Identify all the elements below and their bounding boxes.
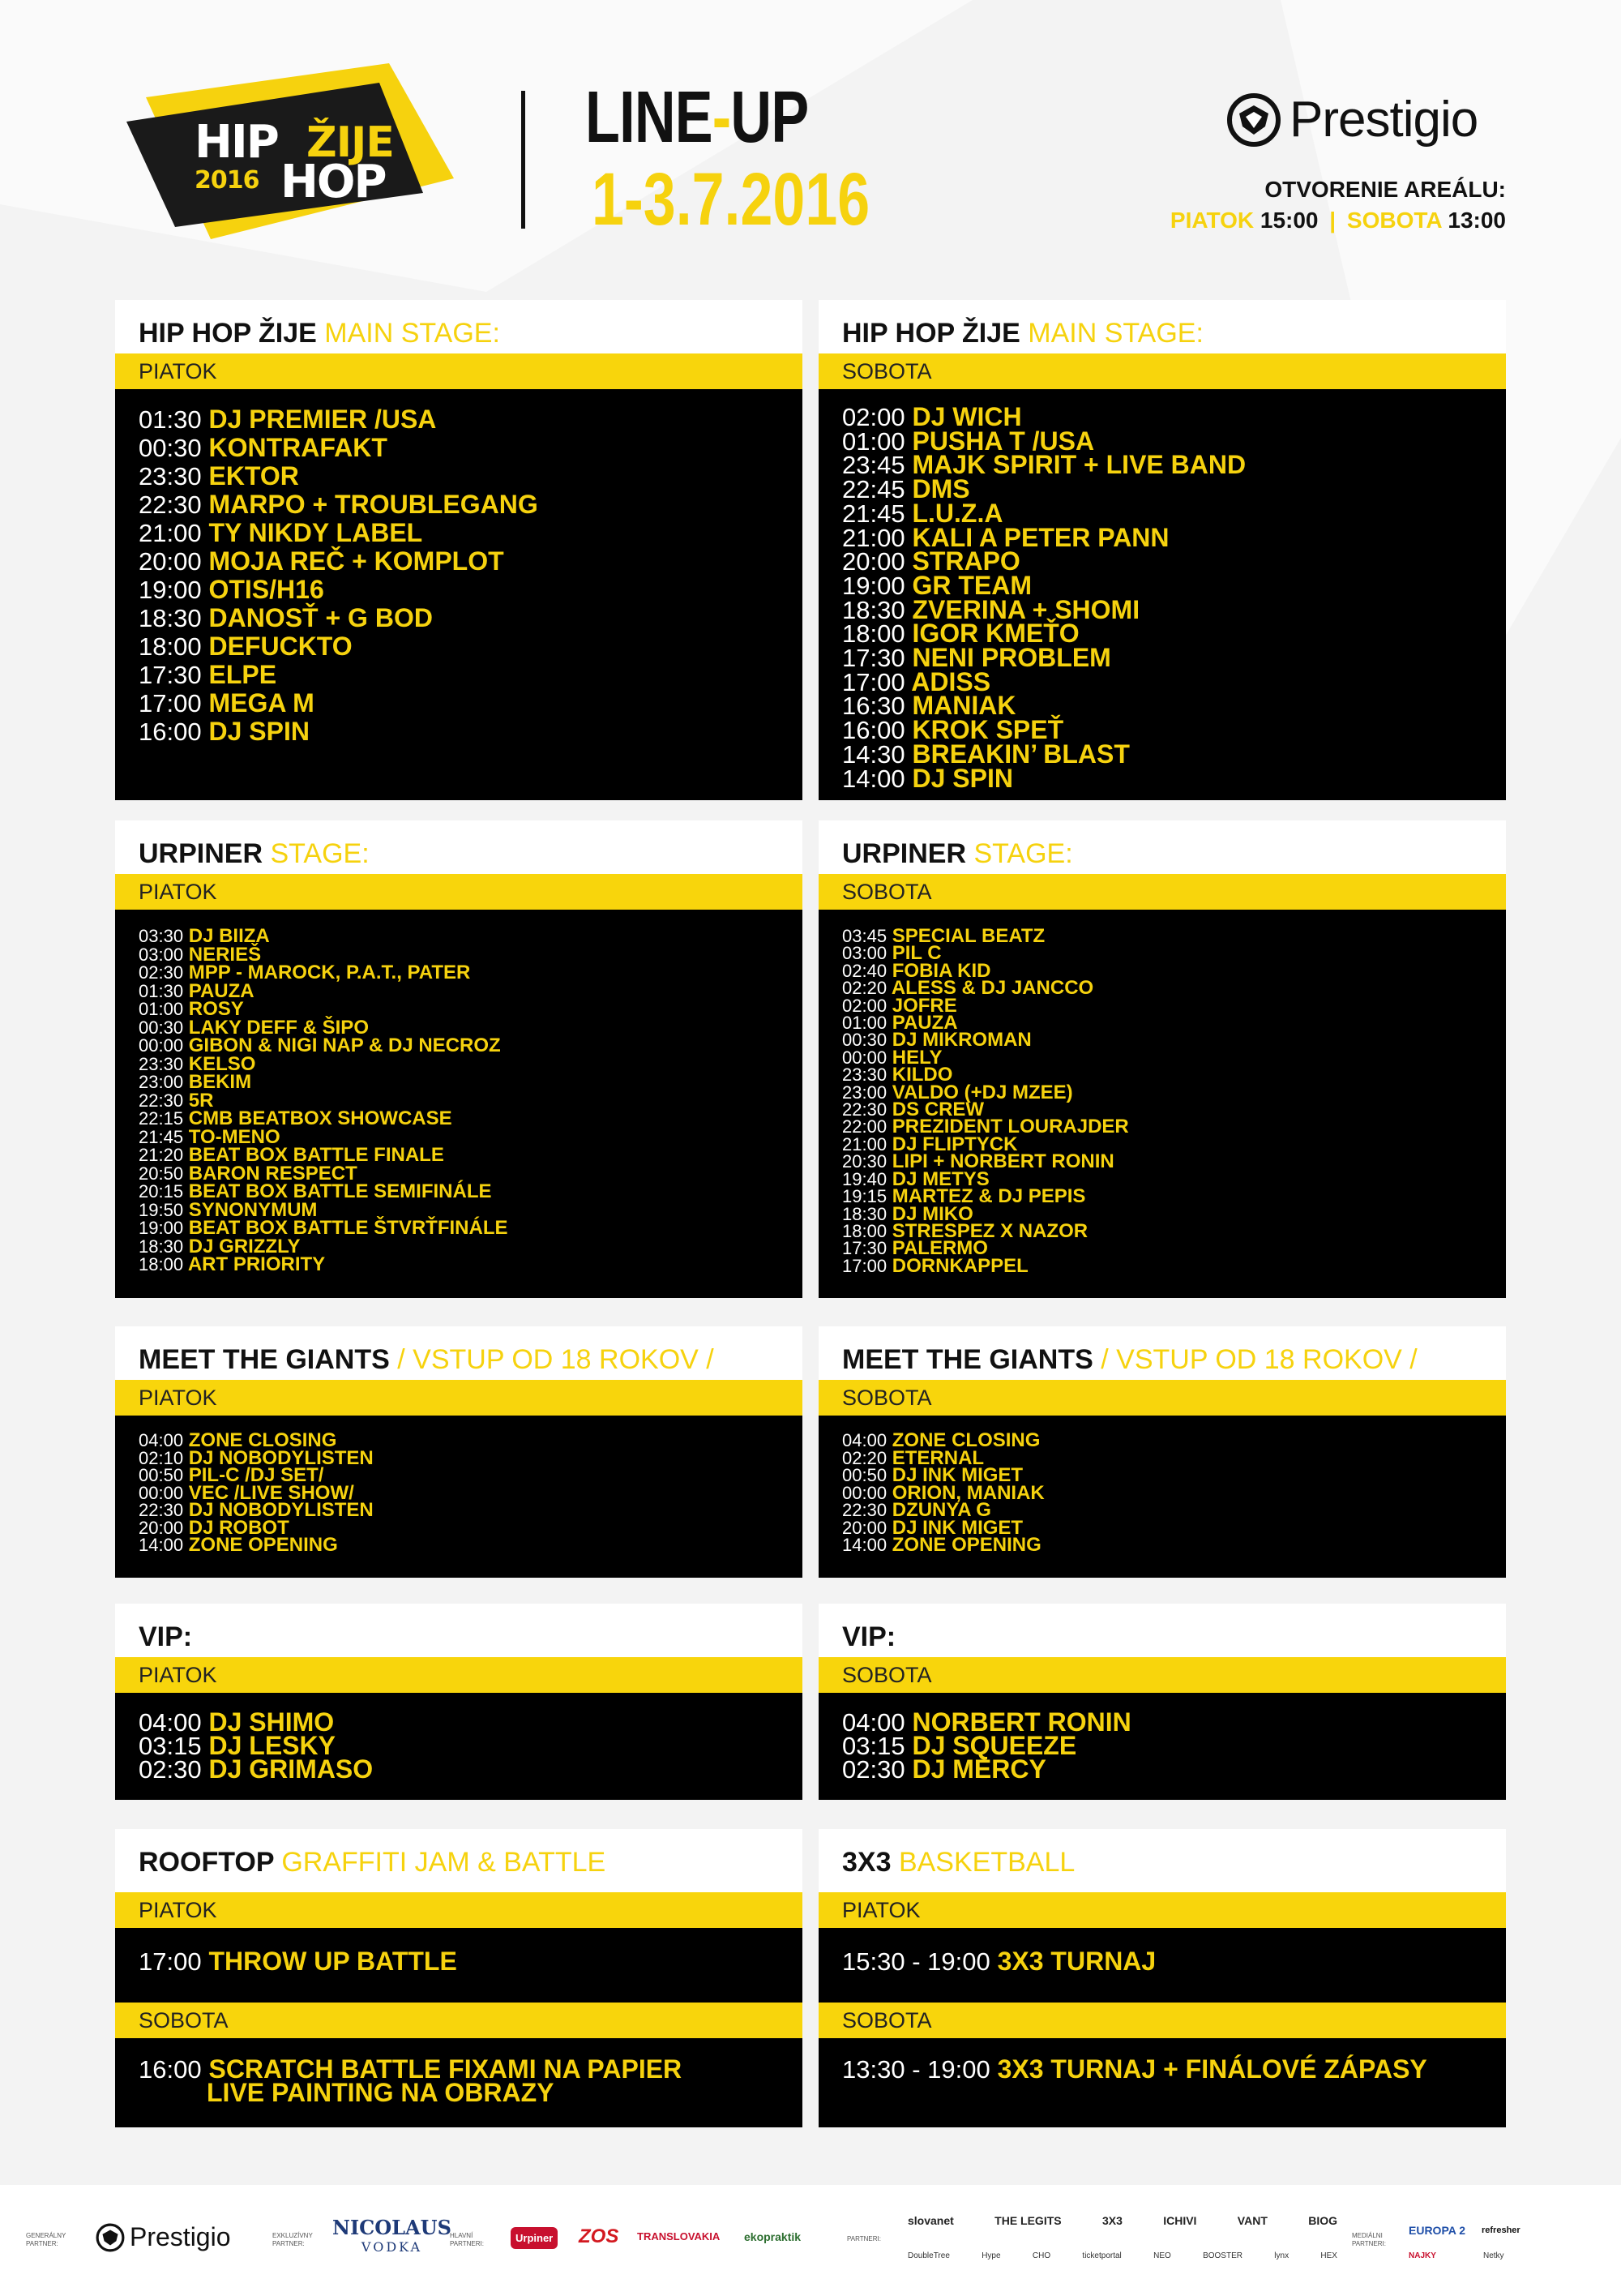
lineup-row: 16:00 DJ SPIN	[139, 717, 310, 746]
lineup-row: 19:50 SYNONYMUM	[139, 1198, 318, 1221]
vip-friday-panel	[115, 1604, 802, 1800]
day-label: SOBOTA	[819, 1657, 1506, 1693]
lineup-row: 00:00 VEC /LIVE SHOW/	[139, 1481, 354, 1504]
lineup-row: 20:00 DJ ROBOT	[139, 1516, 289, 1539]
partner-logo: NAJKY	[1409, 2251, 1436, 2260]
partner-logo: Hype	[982, 2251, 1001, 2260]
partner-logo: Netky	[1483, 2251, 1504, 2260]
lineup-row: 18:30 DANOSŤ + G BOD	[139, 603, 433, 632]
lineup-row: 23:30 EKTOR	[139, 461, 299, 490]
lineup-row: 18:30 DJ GRIZZLY	[139, 1235, 301, 1257]
day-label: SOBOTA	[819, 1380, 1506, 1416]
sponsor-category-label: EXKLUZÍVNY PARTNER:	[272, 2232, 313, 2247]
lineup-row: 03:00 PIL C	[842, 942, 942, 965]
lineup-row: 02:00 DJ WICH	[842, 402, 1022, 431]
partner-logos-row	[908, 2214, 1337, 2227]
lineup-list	[819, 389, 1506, 800]
partner-logo: lynx	[1274, 2251, 1290, 2260]
lineup-list	[115, 1928, 802, 2003]
stage-title: 3X3 BASKETBALL	[819, 1829, 1506, 1892]
day-label: SOBOTA	[819, 874, 1506, 910]
lineup-row: 01:30 PAUZA	[139, 979, 254, 1002]
prestigio-emblem-icon	[1226, 92, 1281, 148]
lineup-row: 01:00 PUSHA T /USA	[842, 426, 1095, 456]
lineup-row: 01:00 ROSY	[139, 998, 244, 1020]
lineup-row: 21:00 KALI A PETER PANN	[842, 522, 1170, 552]
partner-logo: VANT	[1237, 2214, 1268, 2227]
lineup-list	[819, 1693, 1506, 1800]
opening-day: SOBOTA	[1346, 208, 1442, 233]
lineup-row: 02:30 DJ MERCY	[842, 1754, 1046, 1784]
meet-the-giants-friday-panel	[115, 1326, 802, 1578]
day-label: SOBOTA	[819, 353, 1506, 389]
sponsor-category-label: MEDIÁLNI PARTNERI:	[1352, 2232, 1386, 2247]
lineup-row: 03:15 DJ SQUEEZE	[842, 1731, 1077, 1760]
lineup-row: 03:30 DJ BIIZA	[139, 925, 270, 947]
partner-logo: NEO	[1153, 2251, 1171, 2260]
partner-logo: HEX	[1320, 2251, 1337, 2260]
lineup-row: 18:30 DJ MIKO	[842, 1202, 973, 1225]
day-label: PIATOK	[819, 1892, 1506, 1928]
logo-zije: ŽIJE	[306, 118, 394, 167]
lineup-list	[819, 910, 1506, 1298]
prestigio-emblem-icon	[96, 2223, 125, 2252]
lineup-row: 00:00 HELY	[842, 1046, 943, 1069]
stage-title: MEET THE GIANTS / VSTUP OD 18 ROKOV /	[819, 1326, 1506, 1380]
lineup-row: 17:00 DORNKAPPEL	[842, 1254, 1029, 1277]
lineup-row: 22:30 MARPO + TROUBLEGANG	[139, 490, 538, 519]
lineup-row: 14:00 ZONE OPENING	[842, 1534, 1041, 1556]
stage-title: URPINER STAGE:	[819, 820, 1506, 874]
lineup-row: 17:30 ELPE	[139, 660, 277, 689]
partner-logo: 3X3	[1101, 2214, 1123, 2227]
lineup-row: 14:00 ZONE OPENING	[139, 1534, 338, 1556]
lineup-row: 20:50 BARON RESPECT	[139, 1162, 357, 1184]
main-stage-friday-panel	[115, 300, 802, 800]
lineup-row: 04:00 DJ SHIMO	[139, 1707, 335, 1737]
lineup-row: 23:30 KILDO	[842, 1064, 953, 1086]
sponsor-logo	[1226, 91, 1478, 148]
lineup-row: 19:00 OTIS/H16	[139, 575, 324, 604]
logo-hop: HOP	[280, 156, 386, 208]
day-label: PIATOK	[115, 874, 802, 910]
lineup-row: 00:30 KONTRAFAKT	[139, 433, 387, 462]
lineup-row: 19:00 BEAT BOX BATTLE ŠTVRŤFINÁLE	[139, 1217, 508, 1239]
lineup-row: 16:00 KROK SPEŤ	[842, 715, 1064, 745]
partner-logo: BIOG	[1308, 2214, 1337, 2227]
stage-title: HIP HOP ŽIJE MAIN STAGE:	[819, 300, 1506, 353]
basketball-panel	[819, 1829, 1506, 2127]
lineup-list	[115, 1416, 802, 1578]
lineup-row: 21:20 BEAT BOX BATTLE FINALE	[139, 1144, 444, 1166]
lineup-row: 22:30 5R	[139, 1089, 214, 1112]
vip-saturday-panel	[819, 1604, 1506, 1800]
day-label: SOBOTA	[819, 2003, 1506, 2038]
sponsor-logo: ZOS	[579, 2225, 619, 2247]
opening-day: PIATOK	[1170, 208, 1255, 233]
lineup-row: 18:30 ZVERINA + SHOMI	[842, 594, 1140, 624]
sponsor-name: Prestigio	[1290, 92, 1478, 148]
partner-logo: EUROPA 2	[1409, 2224, 1466, 2237]
lineup-row: 22:30 DS CREW	[842, 1099, 985, 1121]
partner-logo: ICHIVI	[1163, 2214, 1197, 2227]
partner-logo: THE LEGITS	[994, 2214, 1062, 2227]
meet-the-giants-saturday-panel	[819, 1326, 1506, 1578]
lineup-row: 22:30 DZUNYA G	[842, 1499, 991, 1521]
sponsors-strip	[0, 2185, 1621, 2296]
lineup-row: 21:45 TO-MENO	[139, 1125, 280, 1148]
lineup-row: 18:00 IGOR KMEŤO	[842, 619, 1080, 649]
opening-hours: OTVORENIE AREÁLU: PIATOK 15:00 | SOBOTA 13:00	[1170, 174, 1506, 236]
lineup-row: 17:30 NENI PROBLEM	[842, 643, 1111, 673]
lineup-row: 04:00 NORBERT RONIN	[842, 1707, 1131, 1737]
lineup-row: 02:10 DJ NOBODYLISTEN	[139, 1446, 374, 1469]
lineup-row: 00:30 DJ MIKROMAN	[842, 1029, 1032, 1052]
lineup-row: 02:20 ALESS & DJ JANCCO	[842, 977, 1094, 1000]
lineup-list	[115, 2038, 802, 2127]
page-title: LINE-UP	[585, 77, 809, 158]
lineup-row: 20:15 BEAT BOX BATTLE SEMIFINÁLE	[139, 1180, 492, 1202]
lineup-row: 23:30 KELSO	[139, 1052, 256, 1075]
lineup-row: 23:00 BEKIM	[139, 1071, 252, 1093]
lineup-row: 21:00 TY NIKDY LABEL	[139, 518, 423, 547]
stage-title: HIP HOP ŽIJE MAIN STAGE:	[115, 300, 802, 353]
lineup-row: 22:15 CMB BEATBOX SHOWCASE	[139, 1107, 452, 1129]
lineup-row: LIVE PAINTING NA OBRAZY	[207, 2078, 554, 2107]
partner-logo: BOOSTER	[1203, 2251, 1242, 2260]
lineup-row: 04:00 ZONE CLOSING	[139, 1429, 337, 1451]
lineup-row: 03:45 SPECIAL BEATZ	[842, 925, 1046, 947]
lineup-row: 18:00 STRESPEZ X NAZOR	[842, 1219, 1089, 1242]
sponsor-logo: TRANSLOVAKIA	[637, 2230, 721, 2242]
sponsor-logo: NICOLAUS VODKA	[332, 2216, 451, 2255]
lineup-row: 21:45 L.U.Z.A	[842, 498, 1003, 528]
partner-logo: CHO	[1032, 2251, 1051, 2260]
lineup-row: 15:30 - 19:00 3X3 TURNAJ	[842, 1947, 1157, 1976]
lineup-row: 01:30 DJ PREMIER /USA	[139, 405, 437, 434]
stage-title: VIP:	[819, 1604, 1506, 1657]
lineup-list	[819, 2038, 1506, 2127]
lineup-row: 21:00 DJ FLIPTYCK	[842, 1133, 1018, 1155]
lineup-row: 19:00 GR TEAM	[842, 570, 1033, 600]
lineup-row: 16:30 MANIAK	[842, 691, 1016, 721]
rooftop-panel	[115, 1829, 802, 2127]
lineup-row: 18:00 DEFUCKTO	[139, 632, 353, 661]
partner-logos-row	[908, 2251, 1337, 2260]
lineup-list	[819, 1928, 1506, 2003]
lineup-row: 02:40 FOBIA KID	[842, 959, 991, 982]
lineup-row: 00:30 LAKY DEFF & ŠIPO	[139, 1016, 369, 1039]
logo-hip: HIP	[195, 116, 278, 169]
header-divider	[521, 91, 525, 229]
lineup-row: 22:00 PREZIDENT LOURAJDER	[842, 1116, 1129, 1138]
lineup-row: 00:50 DJ INK MIGET	[842, 1464, 1024, 1486]
lineup-row: 02:20 ETERNAL	[842, 1446, 985, 1469]
lineup-row: 16:00 SCRATCH BATTLE FIXAMI NA PAPIER	[139, 2054, 682, 2084]
logo-year: 2016	[195, 166, 259, 195]
lineup-row: 00:50 PIL-C /DJ SET/	[139, 1464, 324, 1486]
opening-time: 15:00	[1260, 208, 1319, 233]
lineup-row: 17:30 PALERMO	[842, 1237, 988, 1260]
lineup-row: 19:40 DJ METYS	[842, 1167, 990, 1190]
lineup-list	[115, 389, 802, 800]
lineup-list	[115, 910, 802, 1298]
day-label: PIATOK	[115, 1892, 802, 1928]
day-label: PIATOK	[115, 353, 802, 389]
opening-label: OTVORENIE AREÁLU:	[1264, 177, 1506, 202]
lineup-row: 02:30 DJ GRIMASO	[139, 1754, 374, 1784]
opening-time: 13:00	[1448, 208, 1506, 233]
lineup-row: 04:00 ZONE CLOSING	[842, 1429, 1041, 1451]
partner-logo: slovanet	[908, 2214, 954, 2227]
lineup-row: 17:00 MEGA M	[139, 688, 314, 718]
stage-title: VIP:	[115, 1604, 802, 1657]
festival-logo	[122, 57, 462, 243]
lineup-row: 20:30 LIPI + NORBERT RONIN	[842, 1150, 1114, 1173]
urpiner-stage-saturday-panel	[819, 820, 1506, 1298]
lineup-row: 17:00 THROW UP BATTLE	[139, 1947, 457, 1976]
lineup-row: 03:00 NERIEŠ	[139, 943, 262, 966]
lineup-row: 02:30 MPP - MAROCK, P.A.T., PATER	[139, 962, 471, 983]
stage-title: MEET THE GIANTS / VSTUP OD 18 ROKOV /	[115, 1326, 802, 1380]
lineup-row: 14:00 DJ SPIN	[842, 763, 1013, 793]
sponsor-logo: Prestigio	[96, 2222, 231, 2252]
lineup-row: 17:00 ADISS	[842, 666, 991, 696]
sponsor-logo: Urpiner	[511, 2227, 558, 2249]
sponsor-category-label: PARTNERI:	[847, 2235, 881, 2242]
lineup-row: 14:30 BREAKIN’ BLAST	[842, 739, 1130, 769]
lineup-row: 03:15 DJ LESKY	[139, 1731, 336, 1760]
lineup-row: 19:15 MARTEZ & DJ PEPIS	[842, 1185, 1086, 1208]
lineup-list	[115, 1693, 802, 1800]
lineup-row: 23:45 MAJK SPIRIT + LIVE BAND	[842, 450, 1247, 480]
lineup-row: 23:00 VALDO (+DJ MZEE)	[842, 1081, 1073, 1103]
lineup-row: 13:30 - 19:00 3X3 TURNAJ + FINÁLOVÉ ZÁPASY	[842, 2054, 1427, 2084]
lineup-row: 22:45 DMS	[842, 474, 970, 504]
sponsor-category-label: HLAVNÍ PARTNERI:	[450, 2232, 484, 2247]
event-dates: 1-3.7.2016	[592, 158, 870, 241]
lineup-row: 00:00 ORION, MANIAK	[842, 1481, 1045, 1504]
sponsor-category-label: GENERÁLNY PARTNER:	[26, 2232, 66, 2247]
day-label: PIATOK	[115, 1380, 802, 1416]
main-stage-saturday-panel	[819, 300, 1506, 800]
lineup-row: 20:00 DJ INK MIGET	[842, 1516, 1024, 1539]
lineup-row: 01:00 PAUZA	[842, 1012, 958, 1034]
lineup-row: 18:00 ART PRIORITY	[139, 1253, 326, 1275]
partner-logo: ticketportal	[1082, 2251, 1122, 2260]
urpiner-stage-friday-panel	[115, 820, 802, 1298]
lineup-row: 02:00 JOFRE	[842, 994, 957, 1017]
lineup-row: 00:00 GIBON & NIGI NAP & DJ NECROZ	[139, 1034, 501, 1056]
partner-logo: DoubleTree	[908, 2251, 950, 2260]
day-label: SOBOTA	[115, 2003, 802, 2038]
lineup-list	[819, 1416, 1506, 1578]
stage-title: ROOFTOP GRAFFITI JAM & BATTLE	[115, 1829, 802, 1892]
lineup-row: 20:00 STRAPO	[842, 546, 1020, 576]
stage-title: URPINER STAGE:	[115, 820, 802, 874]
lineup-row: 20:00 MOJA REČ + KOMPLOT	[139, 546, 504, 576]
day-label: PIATOK	[115, 1657, 802, 1693]
partner-logo: refresher	[1482, 2225, 1520, 2235]
lineup-row: 22:30 DJ NOBODYLISTEN	[139, 1499, 374, 1521]
sponsor-logo: ekopraktik	[744, 2230, 802, 2243]
